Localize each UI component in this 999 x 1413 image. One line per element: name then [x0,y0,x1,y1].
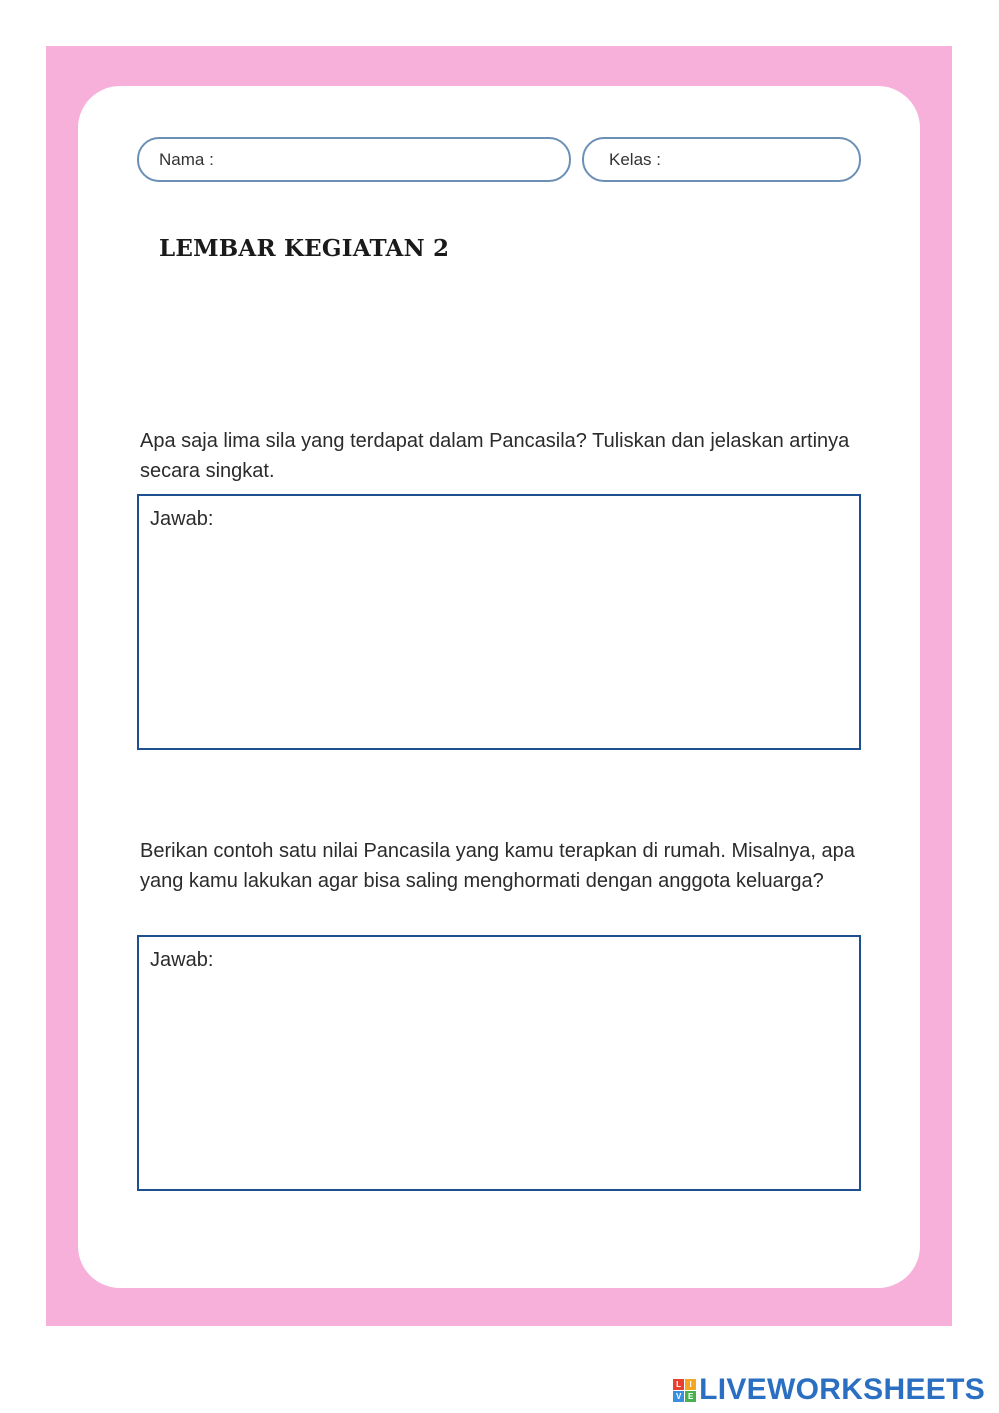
answer-label-1: Jawab: [150,508,214,530]
question-1: Apa saja lima sila yang terdapat dalam Pancasila? Tuliskan dan jelaskan artinya secara singkat. [140,430,850,482]
class-field-label: Kelas : [609,149,661,169]
answer-label-2: Jawab: [150,949,214,971]
class-field[interactable] [582,137,861,182]
worksheet-title: LEMBAR KEGIATAN 2 [159,235,450,262]
liveworksheets-wordmark: LIVEWORKSHEETS [699,1373,985,1406]
liveworksheets-brand [673,1375,985,1405]
question-2: Berikan contoh satu nilai Pancasila yang kamu terapkan di rumah. Misalnya, apa yang kamu lakukan agar bisa saling menghormati dengan anggota keluarga? [140,840,855,892]
name-field[interactable] [137,137,571,182]
liveworksheets-logo-icon: L I V E [673,1379,696,1402]
answer-box-1[interactable] [137,494,861,750]
name-field-label: Nama : [159,149,214,169]
answer-box-2[interactable] [137,935,861,1191]
